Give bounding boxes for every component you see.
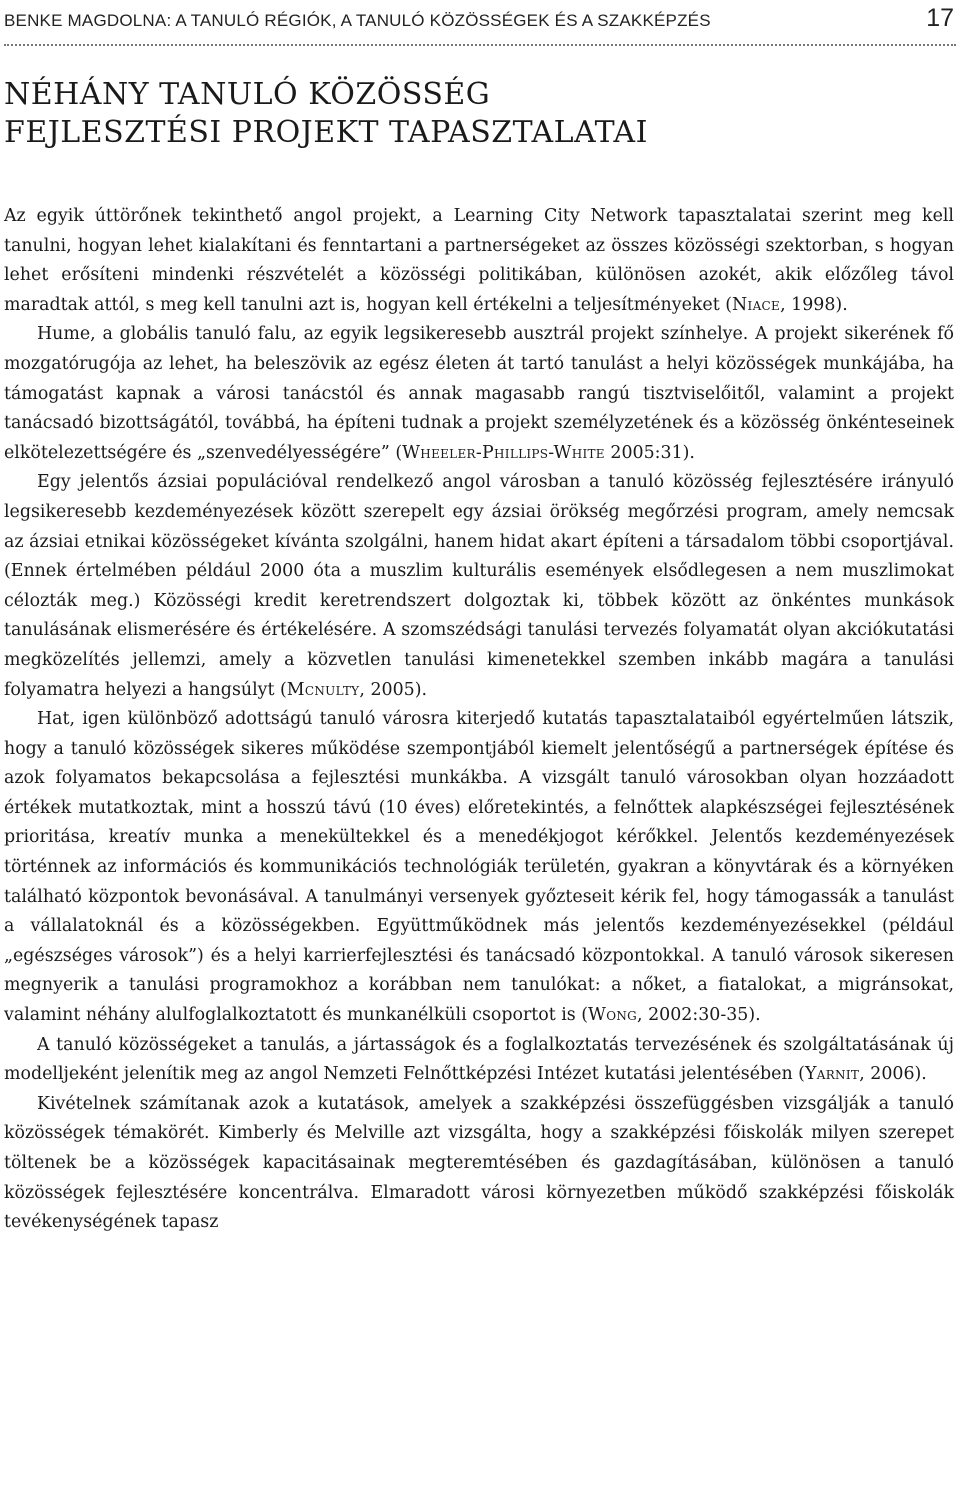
paragraph-3 [4,468,954,705]
body-text [4,202,954,1238]
paragraph-text: Egy jelentős ázsiai populációval rendelkező angol városban a tanuló közösség fejlesztésére irányuló legsikeresebb kezdeményezések között szerepelt egy ázsiai örökség megőrzési program, amely nemcsak az ázsiai etnikai közösségeket kívánta szolgálni, hanem hidat akart építeni a társadalom többi csoportjával. (Ennek értelmében például 2000 óta a muszlim kulturális események elsődlegesen a nem muszlimokat célozták meg.) Közösségi kredit keretrendszert dolgoztak ki, többek között az önkéntes munkások tanulásának elismerésére és értékelésére. A szomszédsági tanulási tervezés folyamatát olyan akciókutatási megközelítés jellemzi, amely a közvetlen tanulási kimenetekkel szemben inkább magára a tanulási folyamatra helyezi a hangsúlyt ( [4,472,954,700]
chapter-title [4,76,944,152]
paragraph-text: Kivételnek számítanak azok a kutatások, amelyek a szakképzési összefüggésben vizsgálják a tanuló közösségek témakörét. Kimberly és Melville azt vizsgálta, hogy a szakképzési főiskolák milyen szerepet töltenek be a közösségek kapacitásainak megteremtésében és gazdagításában, különösen a tanuló közösségek fejlesztésére koncentrálva. Elmaradott városi környezetben működő szakképzési főiskolák tevékenységének tapasz [4,1093,954,1233]
chapter-title-line-1: NÉHÁNY TANULÓ KÖZÖSSÉG [4,77,491,112]
citation-tail: , 1998). [780,294,848,315]
citation-tail: 2005:31). [604,442,695,463]
citation-author: Yarnit [804,1064,860,1085]
citation-tail: , 2006). [859,1064,927,1085]
paragraph-4 [4,705,954,1031]
citation-author: Wong [588,1005,638,1026]
citation-author: Mcnulty [286,679,360,700]
running-header [4,4,954,38]
paragraph-6 [4,1090,954,1238]
chapter-title-line-2: FEJLESZTÉSI PROJEKT TAPASZTALATAI [4,115,648,150]
paragraph-text: Hume, a globális tanuló falu, az egyik legsikeresebb ausztrál projekt színhelye. A projekt sikerének fő mozgatórugója az lehet, ha beleszövik az egész életen át tartó tanulást a helyi közösségek munkájába, ha támogatást kapnak a városi tanácstól és annak magasabb rangú tisztviselőitől, valamint a projekt tanácsadó bizottságától, továbbá, ha építeni tudnak a projekt személyzetének és a közösség önkénteseinek elkötelezettségére és „szenvedélyességére” ( [4,324,954,463]
paragraph-1 [4,202,954,320]
citation-tail: , 2005). [359,679,428,700]
paragraph-text: Az egyik úttörőnek tekinthető angol projekt, a Learning City Network tapasztalatai szerint meg kell tanulni, hogyan lehet kialakítani és fenntartani a partnerségeket az összes közösségi szektorban, s hogyan lehet erősíteni mindenki részvételét a közösségi politikában, különösen azokét, akik előzőleg távol maradtak attól, s meg kell tanulni azt is, hogyan kell értékelni a teljesítményeket ( [4,206,954,315]
citation-author: Niace [732,294,781,315]
paragraph-text: Hat, igen különböző adottságú tanuló városra kiterjedő kutatás tapasztalataiból egyértelműen látszik, hogy a tanuló közösségek sikeres működése szempontjából kiemelt jelentőségű a partnerségek építése és azok folyamatos bekapcsolása a fejlesztési munkákba. A vizsgált tanuló városokban olyan hozzáadott értékek mutatkoztak, mint a hosszú távú (10 éves) előretekintés, a felnőttek alapkészségei fejlesztésének prioritása, kreatív munka a menekültekkel és a menedékjogot kérőkkel. Jelentős kezdeményezések történnek az információs és kommunikációs technológiák területén, gyakran a könyvtárak és a környéken található központok bevonásával. A tanulmányi versenyek győzteseit kérik fel, hogy támogassák a tanulást a vállalatoknál és a közösségekben. Együttműködnek más jelentős kezdeményezésekkel (például „egészséges városok”) és a helyi karrierfejlesztési és tanácsadó központokkal. A tanuló városok sikeresen megnyerik a tanulási programokhoz a korábban nem tanulókat: a nőket, a fiatalokat, a migránsokat, valamint néhány alulfoglalkoztatott és munkanélküli csoportot is ( [4,709,954,1026]
header-dotted-rule [4,44,956,46]
paragraph-5 [4,1031,954,1090]
page-number: 17 [926,4,954,32]
paragraph-text: A tanuló közösségeket a tanulás, a jártasságok és a foglalkoztatás tervezésének és szolgáltatásának új modelljeként jelenítik meg az angol Nemzeti Felnőttképzési Intézet kutatási jelentésében ( [4,1034,954,1085]
citation-tail: , 2002:30-35). [637,1005,761,1026]
paragraph-2 [4,320,954,468]
citation-author: Wheeler-Phillips-White [402,442,605,463]
running-title: BENKE MAGDOLNA: A TANULÓ RÉGIÓK, A TANULÓ KÖZÖSSÉGEK ÉS A SZAKKÉPZÉS [4,11,711,30]
